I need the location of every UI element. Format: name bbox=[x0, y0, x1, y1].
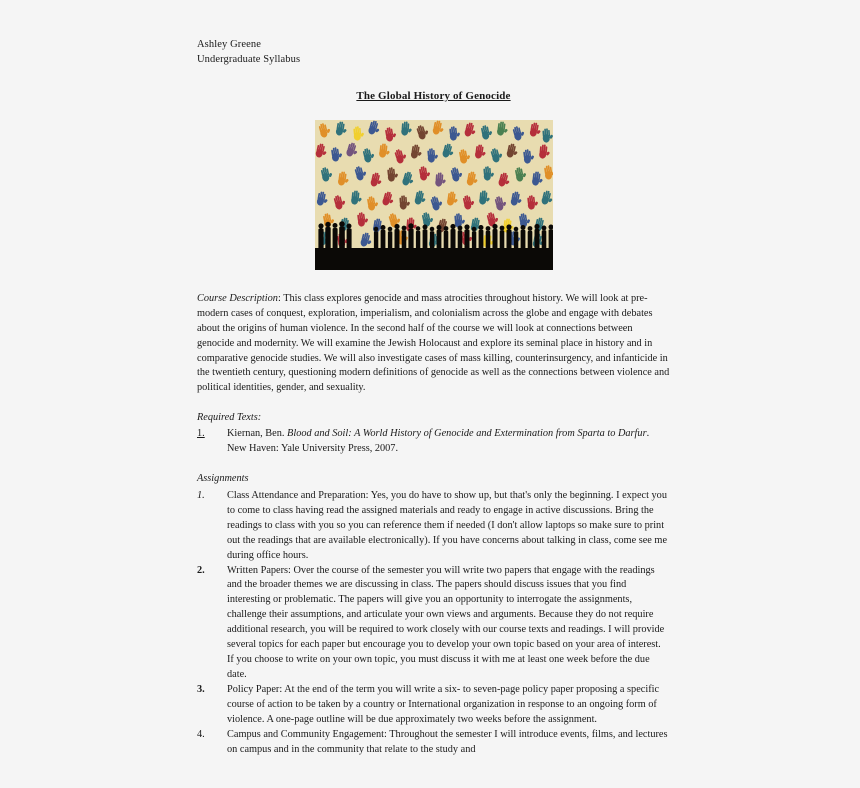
reference-publication: . New Haven: Yale University Press, 2007. bbox=[227, 428, 650, 455]
course-description-separator: : bbox=[277, 292, 284, 304]
assignment-item bbox=[197, 489, 670, 564]
figure-container bbox=[197, 120, 670, 270]
document-body bbox=[197, 292, 670, 758]
assignment-item bbox=[197, 683, 670, 728]
reference-entry bbox=[197, 427, 670, 457]
assignment-marker: 4. bbox=[197, 728, 205, 740]
course-description-label: Course Description bbox=[197, 292, 278, 304]
crowd-silhouette-layer bbox=[315, 218, 553, 252]
assignment-item bbox=[197, 564, 670, 683]
reference-title: Blood and Soil: A World History of Genocide and Extermination from Sparta to Darfur bbox=[287, 428, 647, 440]
ground-strip bbox=[315, 248, 553, 270]
assignments-heading: Assignments bbox=[197, 473, 249, 485]
assignment-marker: 1. bbox=[197, 489, 205, 501]
document-header bbox=[197, 38, 670, 68]
assignment-text: Written Papers: Over the course of the semester you will write two papers that engage with the readings and the broader themes we are discussing in class. The papers should discuss issues that you find interesting or problematic. The papers will give you an opportunity to interrogate the assignments, challenge their assumptions, and articulate your own views and arguments. Because they do not require additional research, you will be required to work closely with our course texts and readings. I will provide several topics for each paper but encourage you to develop your own topic based on your area of interest. If you choose to write on your own topic, you must discuss it with me at least one week before the due date. bbox=[227, 564, 665, 681]
document-type: Undergraduate Syllabus bbox=[197, 53, 301, 65]
required-texts-heading: Required Texts: bbox=[197, 412, 262, 424]
reference-marker: 1. bbox=[197, 428, 205, 440]
handprint-mural-image bbox=[315, 120, 553, 270]
assignment-text: Campus and Community Engagement: Throughout the semester I will introduce events, films, and lectures on campus and in the community that relate to the study and bbox=[227, 728, 668, 755]
title-block bbox=[197, 86, 670, 104]
assignment-item bbox=[197, 728, 670, 758]
assignments-list bbox=[197, 489, 670, 758]
required-texts-list bbox=[197, 427, 670, 457]
assignment-text: Class Attendance and Preparation: Yes, you do have to show up, but that's only the beginning. I expect you to come to class having read the assigned materials and ready to engage in active discussions. Bring the readings to class with you so you can reference them if needed (I don't allow laptops so make sure to print out the readings that are available electronically). If you have concerns about talking in class, come see me during office hours. bbox=[227, 489, 668, 561]
reference-author: Kiernan, Ben. bbox=[227, 428, 288, 440]
course-description-paragraph bbox=[197, 292, 670, 396]
course-description-text: This class explores genocide and mass atrocities throughout history. We will look at pre-modern cases of conquest, exploration, imperialism, and colonialism across the globe and engage with debates about the origins of human violence. In the second half of the course we will look at connections between genocide and modernity. We will examine the Jewish Holocaust and explore its seminal place in history and in comparative genocide studies. We will also investigate cases of mass killing, counterinsurgency, and infanticide in the twentieth century, questioning modern definitions of genocide as well as the connections between violence and political identities, gender, and sexuality. bbox=[197, 292, 670, 394]
assignment-marker: 3. bbox=[197, 683, 205, 695]
assignment-text: Policy Paper: At the end of the term you will write a six- to seven-page policy paper proposing a specific course of action to be taken by a country or International organization in response to an ongoing form of violence. A one-page outline will be due approximately two weeks before the assignment. bbox=[227, 683, 660, 725]
author-name: Ashley Greene bbox=[197, 39, 261, 50]
page-title: The Global History of Genocide bbox=[356, 89, 511, 102]
assignment-marker: 2. bbox=[197, 564, 205, 576]
